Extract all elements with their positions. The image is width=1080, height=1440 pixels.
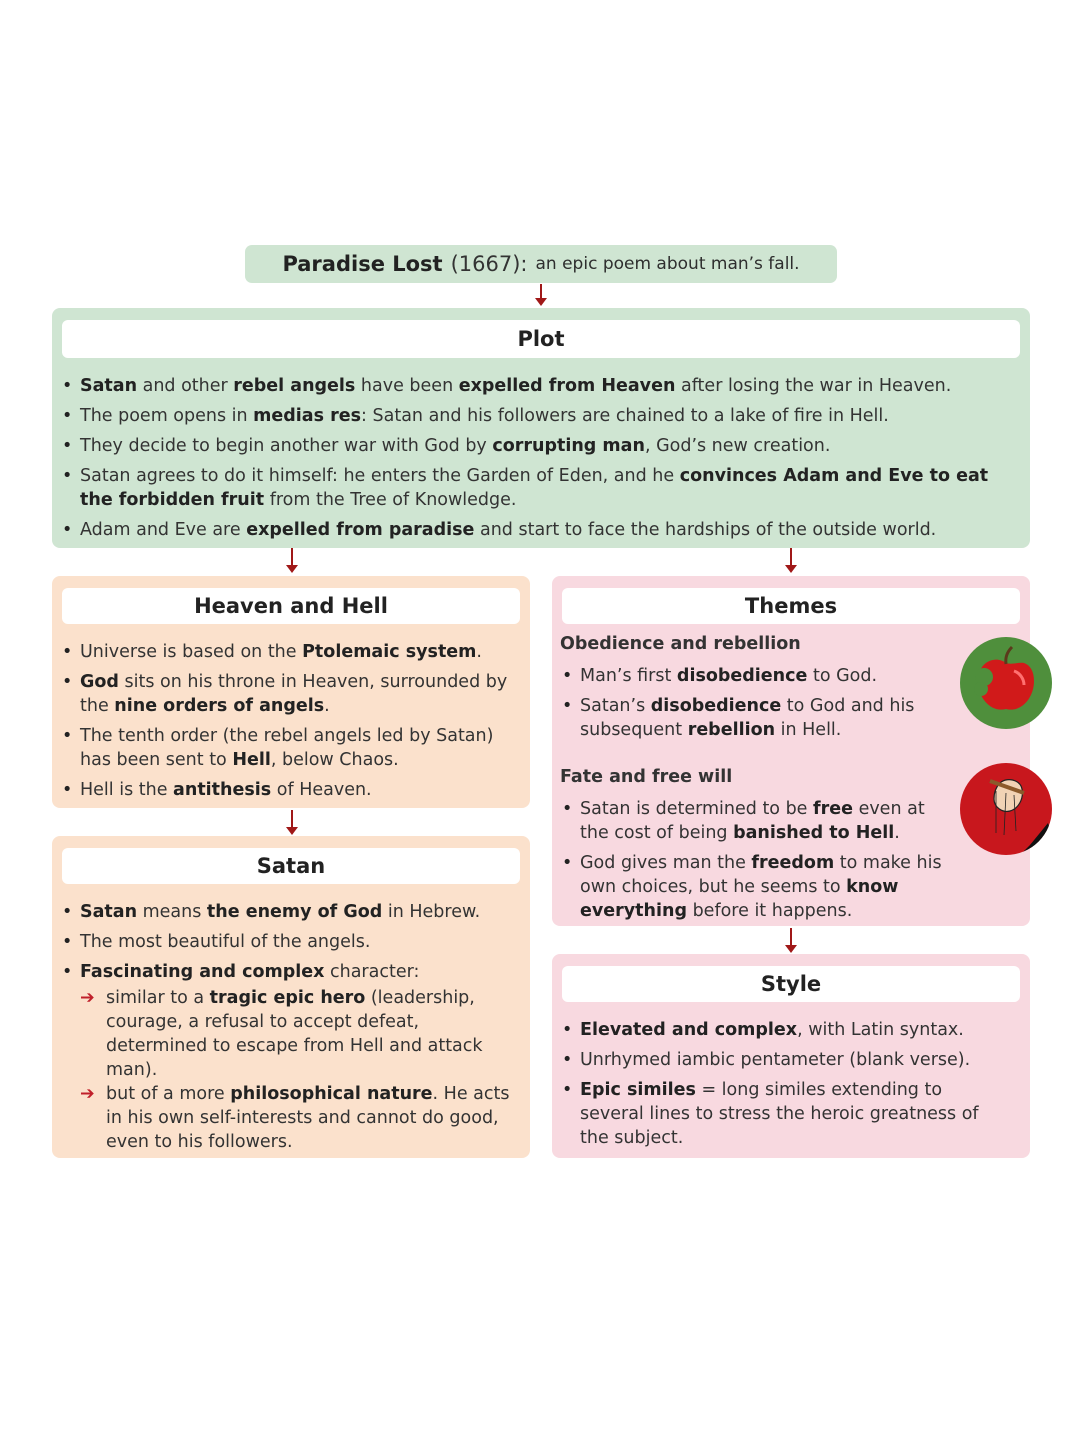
- title-box: [245, 245, 837, 283]
- list-item: [60, 960, 515, 984]
- title-main: Paradise Lost: [282, 252, 443, 276]
- list-item: [560, 851, 945, 923]
- list-item: [60, 464, 1010, 512]
- bold-text: philosophical nature: [230, 1084, 433, 1104]
- text-run: Satan is determined to be: [580, 799, 814, 819]
- list-item: [60, 518, 1010, 542]
- arrow-plot-to-heaven: [285, 548, 299, 574]
- text-run: after losing the war in Heaven.: [675, 376, 952, 396]
- bold-text: disobedience: [676, 666, 808, 686]
- bold-text: Fascinating and complex: [80, 962, 325, 982]
- text-run: means: [137, 902, 207, 922]
- themes-box: [552, 576, 1030, 926]
- text-run: and start to face the hardships of the outside world.: [474, 520, 937, 540]
- bold-text: Elevated and complex: [580, 1020, 798, 1040]
- bold-text: God: [80, 672, 119, 692]
- bold-text: tragic epic hero: [209, 988, 366, 1008]
- bold-text: rebellion: [687, 720, 776, 740]
- plot-header: Plot: [62, 320, 1020, 358]
- arrow-title-to-plot: [534, 284, 548, 306]
- text-run: to God.: [807, 666, 878, 686]
- text-run: to make his own choices, but he seems to: [580, 853, 942, 897]
- bold-text: Satan: [80, 902, 138, 922]
- text-run: , below Chaos.: [270, 750, 399, 770]
- text-run: The most beautiful of the angels.: [80, 932, 371, 952]
- text-run: Adam and Eve are: [80, 520, 247, 540]
- plot-box: [52, 308, 1030, 548]
- bold-text: banished to Hell: [733, 823, 895, 843]
- text-run: The poem opens in: [80, 406, 254, 426]
- bold-text: Ptolemaic system: [302, 642, 477, 662]
- satan-header: Satan: [62, 848, 520, 884]
- text-run: and other: [137, 376, 234, 396]
- theme-fate-title: Fate and free will: [560, 767, 733, 787]
- satan-sub-list: [80, 986, 510, 1154]
- apple-icon: [960, 637, 1052, 729]
- right-arrow-icon: ➔: [80, 1084, 95, 1104]
- text-run: Universe is based on the: [80, 642, 303, 662]
- text-run: The tenth order (the rebel angels led by Satan) has been sent to: [80, 726, 494, 770]
- bitten-apple-image: [960, 637, 1052, 729]
- text-run: . He acts in his own self-interests and cannot do good, even to his followers.: [106, 1084, 510, 1152]
- text-run: God gives man the: [580, 853, 752, 873]
- bold-text: rebel angels: [233, 376, 356, 396]
- arrow-plot-to-themes: [784, 548, 798, 574]
- text-run: Satan agrees to do it himself: he enters the Garden of Eden, and he: [80, 466, 680, 486]
- text-run: .: [324, 696, 330, 716]
- text-run: from the Tree of Knowledge.: [264, 490, 517, 510]
- text-run: to God and his subsequent: [580, 696, 915, 740]
- text-run: in Hebrew.: [382, 902, 481, 922]
- list-item: [60, 374, 1010, 398]
- heaven-hell-header: Heaven and Hell: [62, 588, 520, 624]
- arrow-heaven-to-satan: [285, 810, 299, 836]
- text-run: have been: [355, 376, 459, 396]
- list-item: [60, 404, 1010, 428]
- list-item: [60, 930, 515, 954]
- heaven-hell-box: [52, 576, 530, 808]
- title-description: an epic poem about man’s fall.: [535, 254, 800, 274]
- bold-text: Epic similes: [580, 1080, 696, 1100]
- title-year: (1667):: [450, 252, 528, 276]
- list-item: [560, 797, 945, 845]
- style-box: [552, 954, 1030, 1158]
- puppet-hand-icon: [960, 763, 1052, 855]
- bold-text: the enemy of God: [206, 902, 383, 922]
- style-list: [560, 1018, 1005, 1156]
- satan-list: [60, 900, 515, 990]
- text-run: sits on his throne in Heaven, surrounded by the: [80, 672, 508, 716]
- arrow-themes-to-style: [784, 928, 798, 954]
- text-run: Hell is the: [80, 780, 174, 800]
- list-item: [60, 900, 515, 924]
- list-item: [60, 670, 515, 718]
- text-run: , with Latin syntax.: [797, 1020, 964, 1040]
- list-item: [560, 1078, 1005, 1150]
- bold-text: medias res: [253, 406, 362, 426]
- text-run: (leadership, courage, a refusal to accept defeat, determined to escape from Hell and attack man).: [106, 988, 483, 1080]
- text-run: Man’s first: [580, 666, 677, 686]
- satan-box: [52, 836, 530, 1158]
- list-item: [60, 778, 515, 802]
- text-run: : Satan and his followers are chained to a lake of fire in Hell.: [361, 406, 889, 426]
- text-run: .: [894, 823, 900, 843]
- theme-fate-list: [560, 797, 945, 929]
- themes-header: Themes: [562, 588, 1020, 624]
- text-run: even at the cost of being: [580, 799, 925, 843]
- list-item: [60, 434, 1010, 458]
- text-run: Unrhymed iambic pentameter (blank verse).: [580, 1050, 971, 1070]
- text-run: , God’s new creation.: [644, 436, 831, 456]
- bold-text: know everything: [580, 877, 899, 921]
- text-run: .: [476, 642, 482, 662]
- text-run: in Hell.: [775, 720, 842, 740]
- text-run: They decide to begin another war with God by: [80, 436, 493, 456]
- theme-obedience-list: [560, 664, 945, 748]
- bold-text: antithesis: [173, 780, 272, 800]
- bold-text: nine orders of angels: [114, 696, 325, 716]
- text-run: = long similes extending to several lines to stress the heroic greatness of the subject.: [580, 1080, 979, 1148]
- style-header: Style: [562, 966, 1020, 1002]
- plot-list: [60, 374, 1010, 548]
- bold-text: disobedience: [650, 696, 782, 716]
- theme-obedience-title: Obedience and rebellion: [560, 634, 801, 654]
- list-item: [560, 1018, 1005, 1042]
- bold-text: convinces Adam and Eve to eat the forbidden fruit: [80, 466, 989, 510]
- bold-text: freedom: [751, 853, 835, 873]
- bold-text: corrupting man: [492, 436, 645, 456]
- bold-text: expelled from paradise: [246, 520, 475, 540]
- list-item: [60, 640, 515, 664]
- heaven-hell-list: [60, 640, 515, 808]
- list-item: [560, 694, 945, 742]
- text-run: but of a more: [106, 1084, 231, 1104]
- bold-text: free: [813, 799, 853, 819]
- bold-text: expelled from Heaven: [458, 376, 676, 396]
- list-item: [60, 724, 515, 772]
- text-run: character:: [324, 962, 420, 982]
- list-item: [560, 1048, 1005, 1072]
- text-run: Satan’s: [580, 696, 651, 716]
- sub-list-item: [80, 1082, 510, 1154]
- bold-text: Satan: [80, 376, 138, 396]
- bold-text: Hell: [232, 750, 271, 770]
- right-arrow-icon: ➔: [80, 988, 95, 1008]
- text-run: before it happens.: [687, 901, 853, 921]
- text-run: similar to a: [106, 988, 210, 1008]
- sub-list-item: [80, 986, 510, 1082]
- puppet-hand-image: [960, 763, 1052, 855]
- list-item: [560, 664, 945, 688]
- text-run: of Heaven.: [271, 780, 372, 800]
